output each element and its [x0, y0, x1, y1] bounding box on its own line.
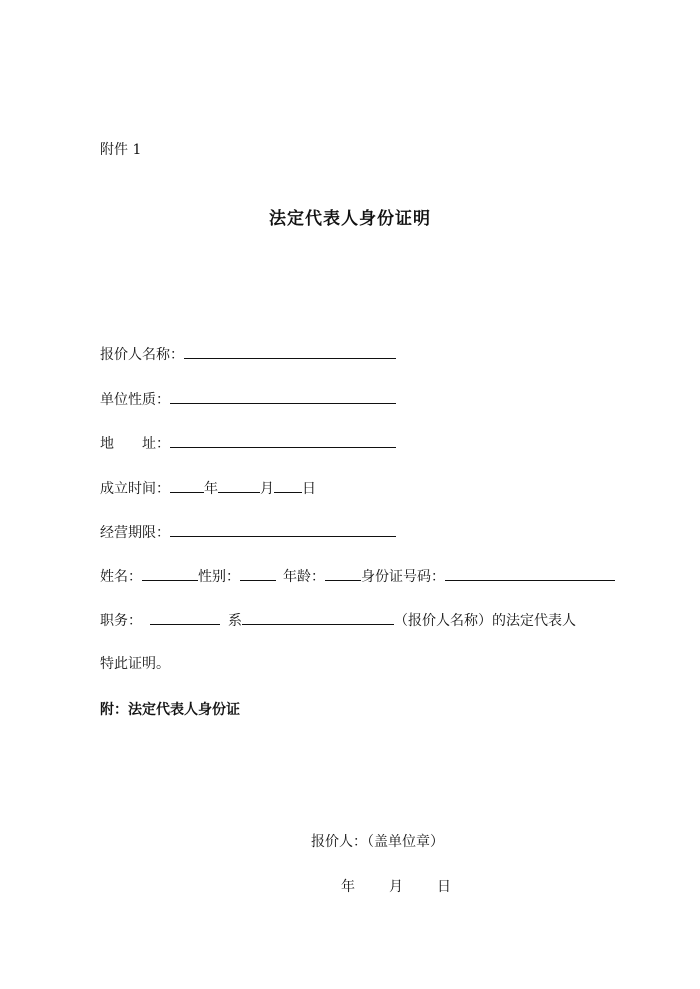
- bidder-name-label: 报价人名称：: [100, 347, 184, 363]
- company-blank: [242, 610, 394, 625]
- position-label: 职务：: [100, 613, 142, 629]
- date-month: 月: [389, 879, 403, 895]
- field-unit-nature: [100, 389, 396, 409]
- founded-day-blank: [274, 478, 302, 493]
- field-founded: [100, 478, 316, 498]
- date-year: 年: [341, 879, 355, 895]
- signer-line: 报价人：（盖单位章）: [311, 834, 444, 850]
- id-blank: [445, 566, 615, 581]
- age-blank: [325, 566, 361, 581]
- field-term: [100, 522, 396, 542]
- age-label: 年龄：: [283, 569, 325, 585]
- unit-nature-blank: [170, 389, 396, 404]
- address-label: 地 址：: [100, 436, 170, 452]
- name-label: 姓名：: [100, 569, 142, 585]
- attachment-note: 附：法定代表人身份证: [100, 702, 240, 718]
- gender-blank: [240, 566, 276, 581]
- field-address: [100, 433, 396, 453]
- bidder-name-blank: [184, 344, 396, 359]
- certify-text: 特此证明。: [100, 656, 170, 672]
- founded-month-blank: [218, 478, 260, 493]
- attachment-label: 附件 1: [100, 142, 142, 158]
- founded-label: 成立时间：: [100, 481, 170, 497]
- term-label: 经营期限：: [100, 525, 170, 541]
- field-bidder-name: [100, 344, 396, 364]
- field-person: [100, 566, 615, 586]
- date-line: [341, 877, 451, 897]
- date-day: 日: [437, 879, 451, 895]
- unit-nature-label: 单位性质：: [100, 392, 170, 408]
- founded-day: 日: [302, 481, 316, 497]
- founded-year: 年: [204, 481, 218, 497]
- address-blank: [170, 433, 396, 448]
- document-title: 法定代表人身份证明: [269, 209, 431, 229]
- position-blank: [150, 610, 220, 625]
- founded-month: 月: [260, 481, 274, 497]
- xi-label: 系: [228, 613, 242, 629]
- field-position: [100, 610, 576, 630]
- term-blank: [170, 522, 396, 537]
- name-blank: [142, 566, 198, 581]
- id-label: 身份证号码：: [361, 569, 445, 585]
- founded-year-blank: [170, 478, 204, 493]
- gender-label: 性别：: [198, 569, 240, 585]
- rep-suffix: （报价人名称）的法定代表人: [394, 613, 576, 629]
